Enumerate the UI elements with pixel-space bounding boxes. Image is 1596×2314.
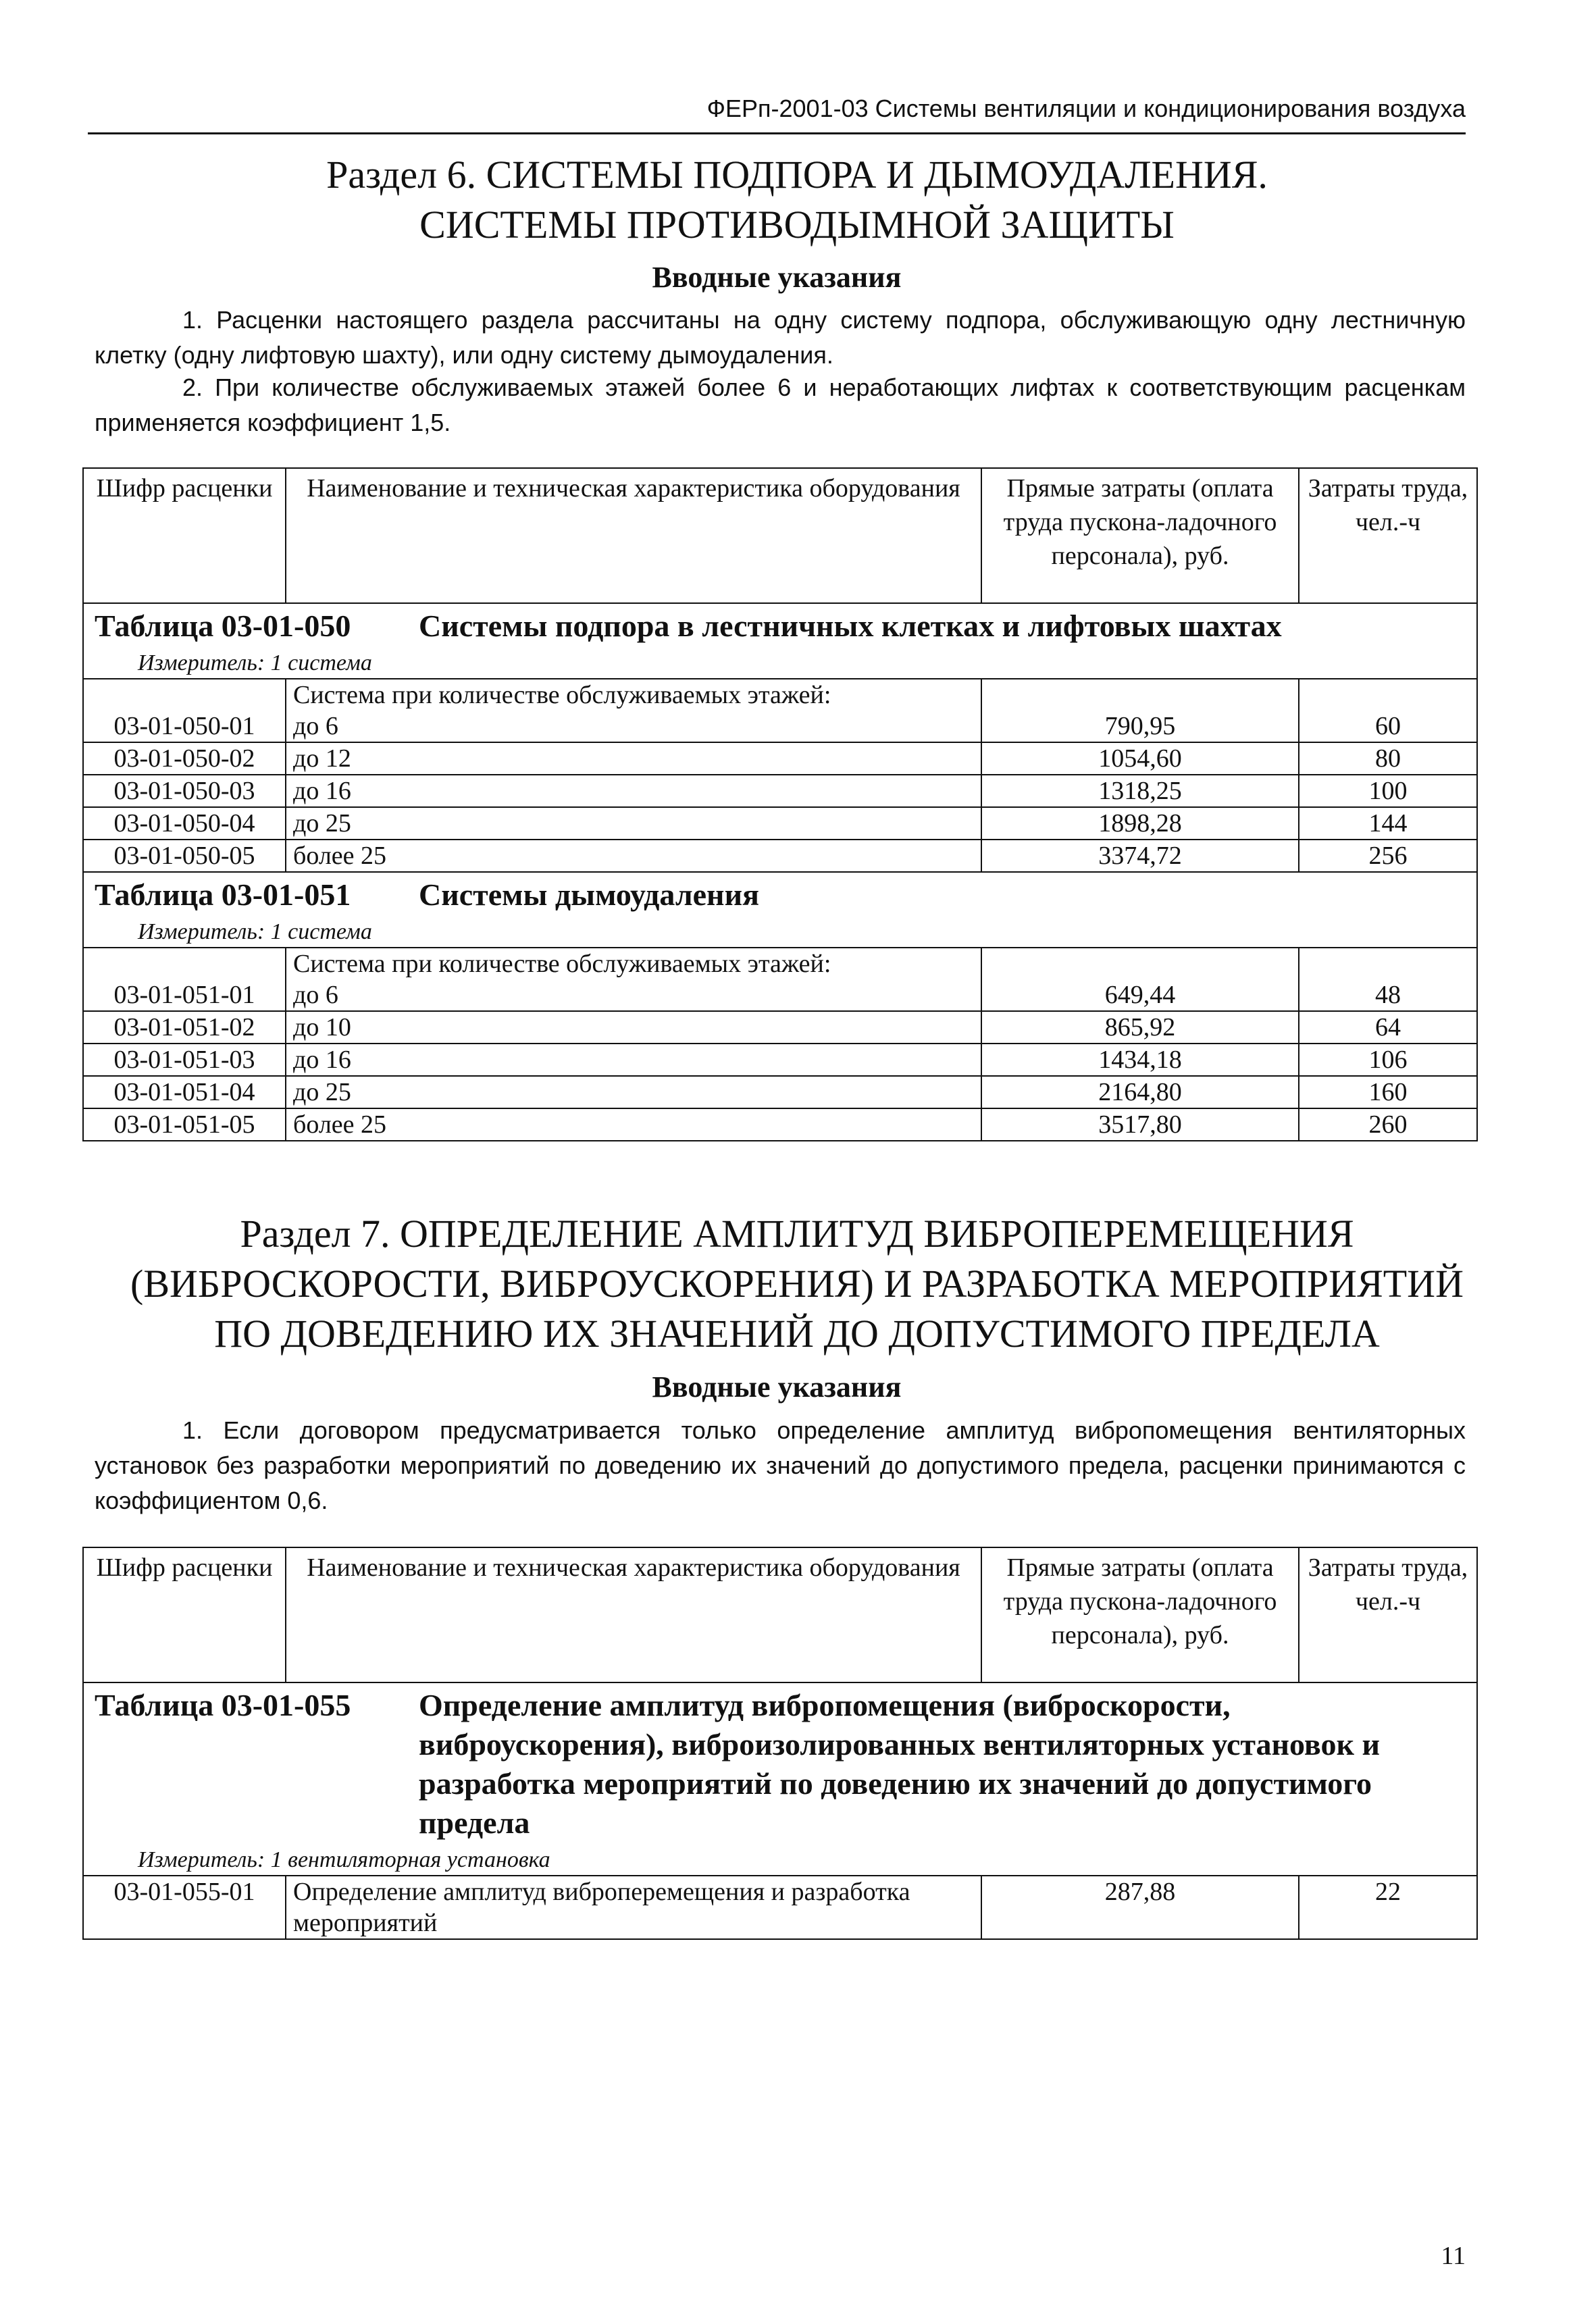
section7-intro-heading: Вводные указания [652,1370,902,1404]
section6-intro-paragraph-1: 1. Расценки настоящего раздела рассчитаны на одну систему подпора, обслуживающую одну лестничную клетку (одну лифтовую шахту), или одну систему дымоудаления. [95,306,1466,369]
header-code: Шифр расценки [83,1547,286,1682]
section6-intro-heading: Вводные указания [652,261,902,294]
header-labor: Затраты труда, чел.-ч [1299,468,1477,603]
header-cost: Прямые затраты (оплата труда пускона-ладочного персонала), руб. [981,468,1299,603]
section7-intro-paragraph-1: 1. Если договором предусматривается только определение амплитуд вибропомещения вентиляторных установок без разработки мероприятий по доведению их значений до допустимого предела, расценки принимаются с коэффициентом 0,6. [95,1416,1466,1514]
section7-title-line: Раздел 7. ОПРЕДЕЛЕНИЕ АМПЛИТУД ВИБРОПЕРЕМЕЩЕНИЯ [240,1212,1354,1256]
table-row: 03-01-050-04 до 25 1898,28 144 [83,807,1477,840]
group-label: Система при количестве обслуживаемых этажей: [293,681,831,709]
table-row: 03-01-055-01 Определение амплитуд виброперемещения и разработка мероприятий 287,88 22 [83,1876,1477,1939]
table-050-title: Таблица 03-01-050 Системы подпора в лестничных клетках и лифтовых шахтах [83,603,1477,648]
table-row: 03-01-051-05 более 25 3517,80 260 [83,1108,1477,1141]
table-row: 03-01-051-02 до 10 865,92 64 [83,1011,1477,1044]
table-meter-row [83,648,1477,679]
table-050-meter: Измеритель: 1 система [83,648,1477,679]
table-row: 03-01-050-05 более 25 3374,72 256 [83,840,1477,872]
page-number: 11 [1441,2242,1466,2270]
table-051-meter: Измеритель: 1 система [83,917,1477,948]
table-row: 03-01-050-01 Система при количестве обслуживаемых этажей: до 6 790,95 60 [83,679,1477,742]
rates-table-section7 [82,1547,1478,1940]
section7-title-line: ПО ДОВЕДЕНИЮ ИХ ЗНАЧЕНИЙ ДО ДОПУСТИМОГО ПРЕДЕЛА [214,1312,1380,1356]
section7-title [68,1209,1526,1359]
table-title-row [83,872,1477,917]
running-header: ФЕРп-2001-03 Системы вентиляции и кондиционирования воздуха [706,95,1466,122]
table-055-title: Таблица 03-01-055 Определение амплитуд вибропомещения (виброскорости, виброускорения), виброизолированных вентиляторных установок и разработка мероприятий по доведению их значений до допустимого предела [83,1682,1477,1845]
header-rule [88,132,1466,134]
rates-table-section6 [82,467,1478,1141]
header-cost: Прямые затраты (оплата труда пускона-ладочного персонала), руб. [981,1547,1299,1682]
section6-intro-paragraph-2: 2. При количестве обслуживаемых этажей более 6 и неработающих лифтах к соответствующим расценкам применяется коэффициент 1,5. [95,374,1466,436]
group-label: Система при количестве обслуживаемых этажей: [293,950,831,978]
table-row: 03-01-051-04 до 25 2164,80 160 [83,1076,1477,1108]
table-row: 03-01-050-03 до 16 1318,25 100 [83,775,1477,807]
section6-title-line: СИСТЕМЫ ПРОТИВОДЫМНОЙ ЗАЩИТЫ [419,203,1175,247]
table-row: 03-01-050-02 до 12 1054,60 80 [83,742,1477,775]
table-meter-row [83,917,1477,948]
table-title-row [83,1682,1477,1845]
table-header-row [83,1547,1477,1682]
section7-title-line: (ВИБРОСКОРОСТИ, ВИБРОУСКОРЕНИЯ) И РАЗРАБОТКА МЕРОПРИЯТИЙ [130,1262,1464,1306]
header-name: Наименование и техническая характеристика оборудования [286,1547,981,1682]
header-labor: Затраты труда, чел.-ч [1299,1547,1477,1682]
table-055-meter: Измеритель: 1 вентиляторная установка [83,1845,1477,1876]
table-row: 03-01-051-03 до 16 1434,18 106 [83,1044,1477,1076]
table-header-row [83,468,1477,603]
table-meter-row [83,1845,1477,1876]
section6-title-line: Раздел 6. СИСТЕМЫ ПОДПОРА И ДЫМОУДАЛЕНИЯ. [326,153,1268,197]
header-code: Шифр расценки [83,468,286,603]
section6-title [68,150,1526,250]
header-name: Наименование и техническая характеристика оборудования [286,468,981,603]
table-title-row [83,603,1477,648]
table-051-title: Таблица 03-01-051 Системы дымоудаления [83,872,1477,917]
table-row: 03-01-051-01 Система при количестве обслуживаемых этажей: до 6 649,44 48 [83,948,1477,1011]
